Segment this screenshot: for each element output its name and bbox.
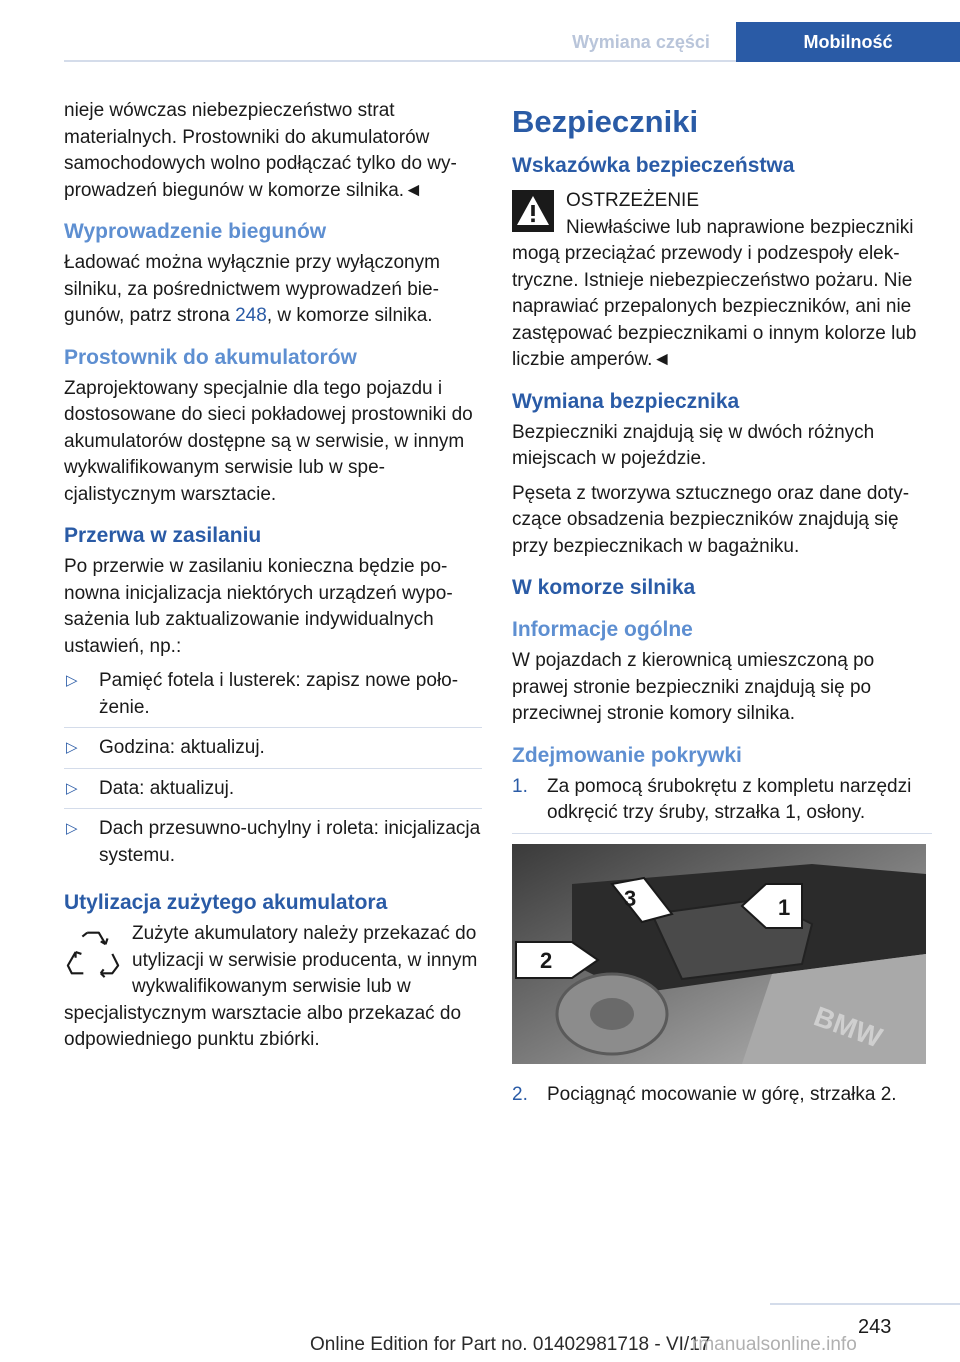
general-info-paragraph: W pojazdach z kierownicą umieszczoną po prawej stronie bezpieczniki znajdują się po przeciwnej stronie komory silnika. xyxy=(512,650,875,724)
warning-block xyxy=(512,188,932,374)
page-title: Bezpieczniki xyxy=(512,104,699,139)
bullet-triangle-icon: ▷ xyxy=(66,779,78,797)
list-item: ▷ Godzina: aktualizuj. xyxy=(64,735,482,769)
step-number: 1. xyxy=(512,775,528,797)
settings-list xyxy=(64,668,482,875)
intro-paragraph: nieje wówczas niebezpieczeństwo strat materialnych. Prostowniki do akumulatorów samochodowych wolno podłączać tylko do wyprowadzeń biegunów w komorze silnika.◄ xyxy=(64,100,457,201)
right-column xyxy=(512,102,932,1121)
engine-compartment-photo xyxy=(512,844,926,1064)
charger-paragraph: Zaprojektowany specjalnie dla tego pojazdu i dostosowane do sieci pokładowej prostowniki do akumulatorów dostępne są w serwisie, w innym wykwalifikowanym serwisie lub w specjalistycznym warsztacie. xyxy=(64,377,473,505)
footer-rule xyxy=(770,1303,960,1305)
heading-engine-compartment: W komorze silnika xyxy=(512,576,696,599)
heading-disposal: Utylizacja zużytego akumulatora xyxy=(64,891,388,914)
cover-steps-continued xyxy=(512,1082,932,1115)
bullet-triangle-icon: ▷ xyxy=(66,672,78,689)
warning-label: OSTRZEŻENIE xyxy=(566,190,700,211)
disposal-paragraph: Zużyte akumulatory należy przekazać do utylizacji w serwisie producenta, w innym wykwalifikowanym serwisie lub w specjalistycznym warsztacie albo przekazać do odpowiedniego punktu zbiórki. xyxy=(64,923,478,1050)
page-link[interactable]: 248 xyxy=(235,305,267,326)
list-item: ▷ Pamięć fotela i lusterek: zapisz nowe położenie. xyxy=(64,668,482,728)
fuse-tweezers-paragraph: Pęseta z tworzywa sztucznego oraz dane dotyczące obsadzenia bezpieczników znajdują się przy bezpiecznikach w bagażniku. xyxy=(512,482,910,557)
svg-text:2: 2 xyxy=(540,947,553,973)
disposal-block xyxy=(64,921,482,1054)
step-item: 1. Za pomocą śrubokrętu z kompletu narzędzi odkręcić trzy śruby, strzałka 1, osłony. xyxy=(512,774,932,834)
power-interruption-paragraph: Po przerwie w zasilaniu konieczna będzie ponowna inicjalizacja niektórych urządzeń wyposażenia lub zaktualizowanie indywidualnych ustawień, np.: xyxy=(64,556,453,657)
warning-text: Niewłaściwe lub naprawione bezpieczniki mogą przeciążać przewody i podzespoły elektryczne. Istnieje niebezpieczeństwo pożaru. Nie naprawiać przepalonych bezpieczników, ani nie zastępować bezpiecznikami o innym kolorze lub liczbie amperów.◄ xyxy=(512,216,917,370)
svg-text:1: 1 xyxy=(778,894,791,920)
cover-steps xyxy=(512,774,932,834)
watermark-text: rmanualsonline.info xyxy=(692,1334,857,1355)
warning-icon xyxy=(512,190,554,232)
section-tab[interactable]: Wymiana części xyxy=(572,32,710,52)
step-item: 2. Pociągnąć mocowanie w górę, strzałka 2. xyxy=(512,1082,932,1115)
list-item: ▷ Data: aktualizuj. xyxy=(64,776,482,810)
heading-power-interruption: Przerwa w zasilaniu xyxy=(64,524,262,547)
left-column xyxy=(64,98,482,1062)
list-item: ▷ Dach przesuwno-uchylny i roleta: inicjalizacja systemu. xyxy=(66,818,481,866)
photo-brand-text: BMW xyxy=(809,1000,887,1054)
edition-text: Online Edition for Part no. 01402981718 - VI/17 xyxy=(310,1334,711,1355)
chapter-tab[interactable]: Mobilność xyxy=(736,22,960,62)
bullet-triangle-icon: ▷ xyxy=(66,820,78,837)
step-number: 2. xyxy=(512,1083,528,1105)
heading-fuse-replacement: Wymiana bezpiecznika xyxy=(512,389,740,413)
recycle-icon xyxy=(64,923,122,981)
heading-terminals: Wyprowadzenie biegunów xyxy=(64,220,327,243)
fuse-location-paragraph: Bezpieczniki znajdują się w dwóch różnych miejscach w pojeździe. xyxy=(512,421,875,469)
heading-safety: Wskazówka bezpieczeństwa xyxy=(512,154,795,177)
terminals-paragraph: Ładować można wyłącznie przy wyłączonym silniku, za pośrednictwem wyprowadzeń biegunów, patrz strona 248, w komorze silnika. xyxy=(64,252,440,326)
heading-charger: Prostownik do akumulatorów xyxy=(64,345,357,369)
heading-general-info: Informacje ogólne xyxy=(512,618,693,641)
bullet-triangle-icon: ▷ xyxy=(66,739,78,756)
page-number: 243 xyxy=(858,1316,892,1338)
svg-text:3: 3 xyxy=(624,885,637,911)
heading-cover-removal: Zdejmowanie pokrywki xyxy=(512,743,742,767)
